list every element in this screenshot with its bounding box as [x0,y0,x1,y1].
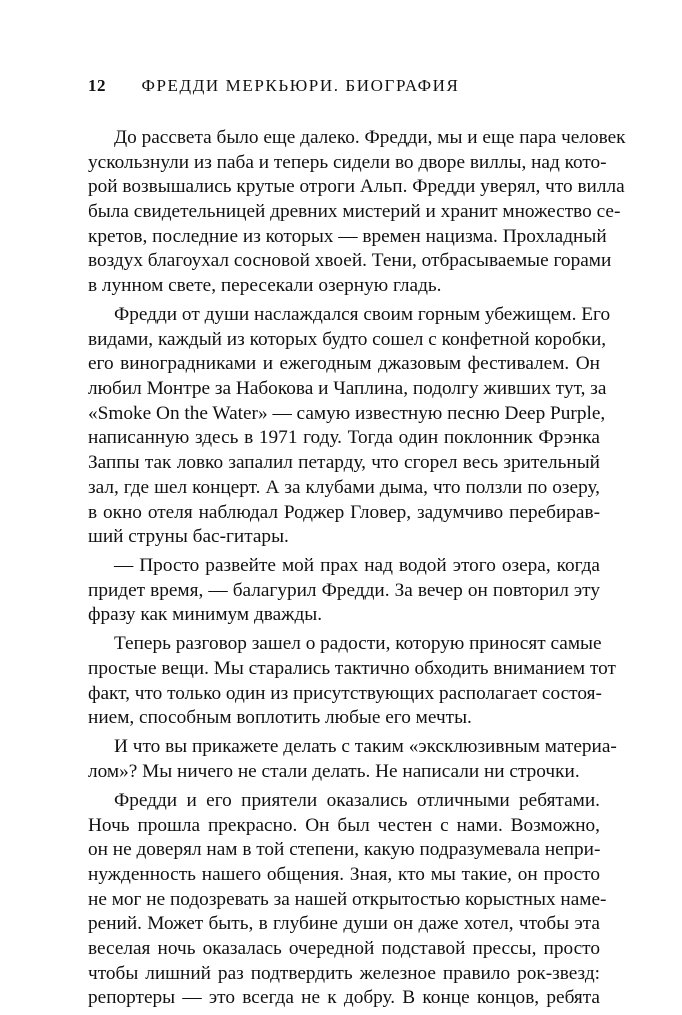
text-line: его виноградниками и ежегодным джазовым фестивалем. Он [88,353,600,375]
text-line: нием, способным воплотить любые его мечты. [88,707,472,729]
paragraph [88,735,617,784]
running-head [88,76,608,100]
text-line: Ночь прошла прекрасно. Он был честен с нами. Возможно, [88,814,600,836]
text-line: репортеры — это всегда не к добру. В конце концов, ребята [88,987,600,1009]
paragraph [88,632,616,731]
text-line: «Smoke On the Water» — самую известную песню Deep Purple, [88,402,606,424]
text-line: любил Монтре за Набокова и Чаплина, подолгу живших тут, за [88,378,607,400]
text-line: — Просто развейте мой прах над водой этого озера, когда [114,555,600,577]
paragraph [88,126,626,299]
text-line: нужденность нашего общения. Зная, кто мы такие, он просто [88,863,600,885]
text-line: в лунном свете, пересекали озерную гладь. [88,275,442,297]
text-line: лом»? Мы ничего не стали делать. Не написали ни строчки. [88,760,580,782]
text-line: Фредди и его приятели оказались отличными ребятами. [114,789,600,811]
text-line: До рассвета было еще далеко. Фредди, мы и еще пара человек [114,127,626,148]
text-line: написанную здесь в 1971 году. Тогда один поклонник Фрэнка [88,427,600,449]
paragraph [88,554,600,628]
paragraph [88,303,611,550]
text-line: чтобы лишний раз подтвердить железное правило рок-звезд: [88,962,600,984]
paragraph [88,789,607,1011]
text-line: факт, что только один из присутствующих располагает состоя- [88,682,602,704]
text-line: И что вы прикажете делать с таким «эксклюзивным материа- [114,736,617,758]
page-number: 12 [88,76,106,95]
text-line: рений. Может быть, в глубине души он даже хотел, чтобы эта [88,913,600,935]
text-line: Заппы так ловко запалил петарду, что сгорел весь зрительный [88,452,600,474]
text-line: фразу как минимум дважды. [88,604,323,626]
text-line: простые вещи. Мы старались тактично обходить вниманием тот [88,658,616,679]
text-line: ускользнули из паба и теперь сидели во дворе виллы, над кото- [88,151,607,173]
text-line: Теперь разговор зашел о радости, которую приносят самые [114,633,602,655]
text-line: видами, каждый из которых будто сошел с конфетной коробки, [88,328,607,350]
text-line: не мог не подозревать за нашей открытостью корыстных наме- [88,888,607,910]
text-line: была свидетельницей древних мистерий и хранит множество се- [88,201,621,223]
book-title: ФРЕДДИ МЕРКЬЮРИ. БИОГРАФИЯ [141,76,460,95]
text-line: веселая ночь оказалась очередной подставой прессы, просто [88,937,600,959]
text-line: кретов, последние из которых — времен нацизма. Прохладный [88,225,607,247]
text-line: он не доверял нам в той степени, какую подразумевала непри- [88,839,601,861]
text-line: рой возвышались крутые отроги Альп. Фредди уверял, что вилла [88,176,625,198]
text-line: зал, где шел концерт. А за клубами дыма, что ползли по озеру, [88,476,600,498]
text-line: в окно отеля наблюдал Роджер Гловер, задумчиво перебирав- [88,501,600,523]
text-line: Фредди от души наслаждался своим горным убежищем. Его [114,304,611,325]
text-line: ший струны бас-гитары. [88,526,289,548]
text-line: придет время, — балагурил Фредди. За вечер он повторил эту [88,579,600,601]
text-line: воздух благоухал сосновой хвоей. Тени, отбрасываемые горами [88,250,612,272]
body-text [88,126,626,1015]
